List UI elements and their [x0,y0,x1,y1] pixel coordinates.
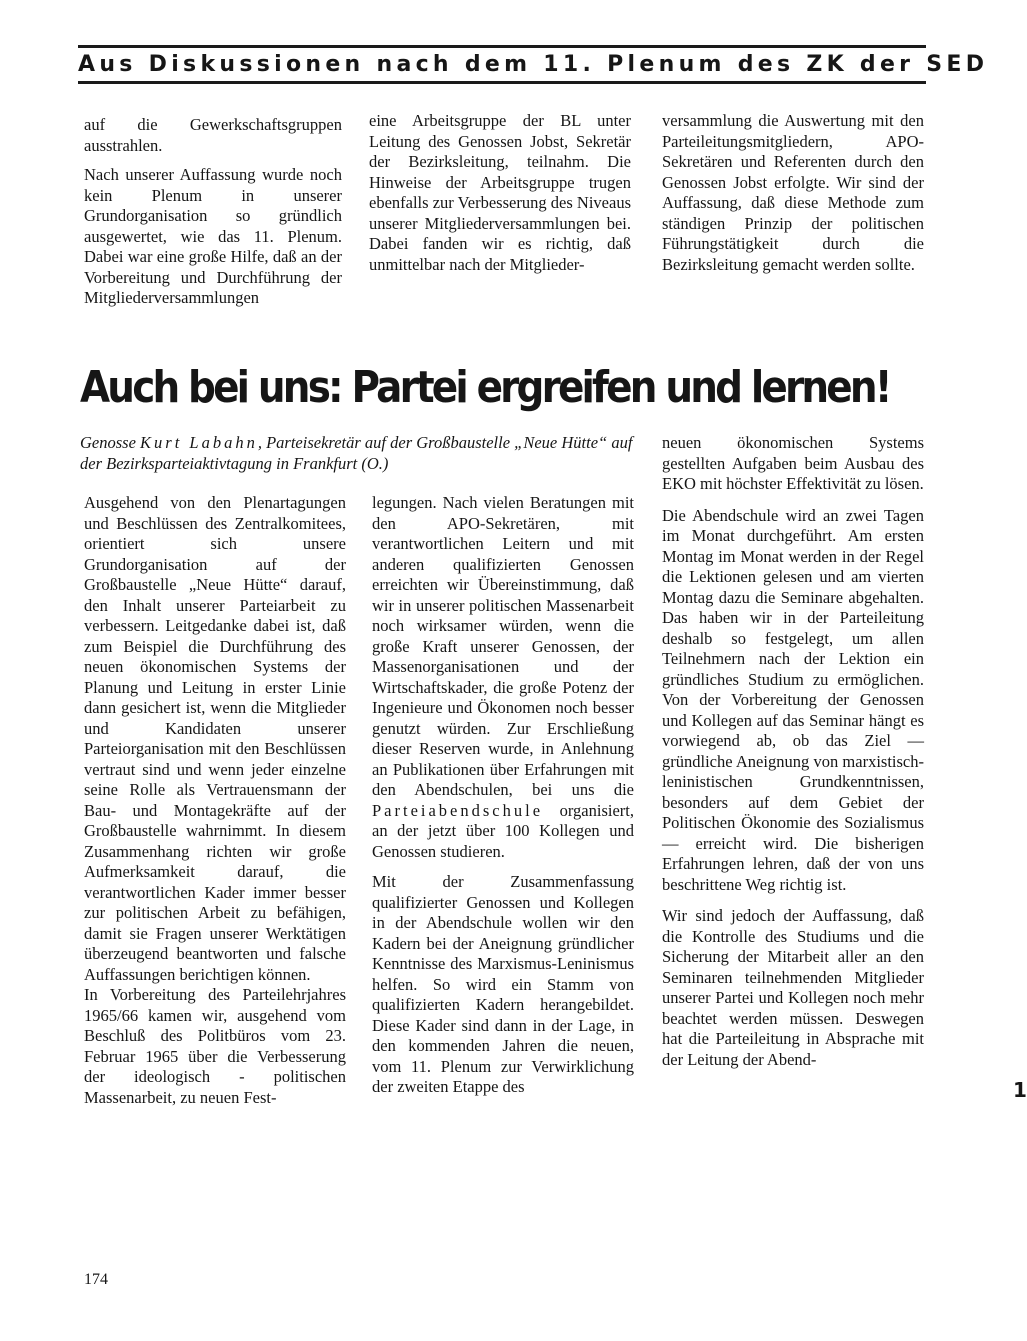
paragraph: versammlung die Auswertung mit den Parteileitungsmitgliedern, APO-Sekretären und Referenten durch den Genossen Jobst erfolgte. Wir sind der Auffassung, daß diese Methode zum ständigen Prinzip der politischen Führungstätigkeit durch die Bezirksleitung gemacht werden sollte. [662,111,924,274]
paragraph [372,493,634,862]
edge-mark: 1 [1013,1078,1027,1102]
article-column-2 [372,493,634,1107]
top-column-1 [84,115,342,318]
paragraph: Mit der Zusammenfassung qualifizierter Genossen und Kollegen in der Abendschule wollen wir den Kadern bei der Aneignung gründlicher Kenntnisse des Marxismus-Leninismus helfen. So wird ein Stamm von qualifizierten Kadern herangebildet. Diese Kader sind dann in der Lage, in den kommenden Jahren die neuen, vom 11. Plenum zur Verwirklichung der zweiten Etappe des [372,872,634,1096]
top-column-2 [369,111,631,284]
running-header [78,45,989,84]
page-number: 174 [84,1271,108,1288]
paragraph: Nach unserer Auffassung wurde noch kein Plenum in unserer Grundorganisation so gründlich ausgewertet, wie das 11. Plenum. Dabei war eine große Hilfe, daß an der Vorbereitung und Durchführung der Mitgliederversammlungen [84,165,342,307]
paragraph: auf die Gewerkschaftsgruppen ausstrahlen. [84,115,342,155]
top-column-3 [662,111,924,284]
paragraph: Wir sind jedoch der Auffassung, daß die Kontrolle des Studiums und die Sicherung der Mitarbeit aller an den Seminaren teilnehmenden Mitglieder unserer Partei und Kollegen noch mehr beachtet werden müssen. Deswegen hat die Parteileitung in Absprache mit der Leitung der Abend- [662,906,924,1069]
paragraph-text: organisiert, an der jetzt über 100 Kollegen und Genossen studieren. [372,800,634,861]
paragraph-text: legungen. Nach vielen Beratungen mit den APO-Sekretären, mit verantwortlichen Leitern und mit anderen qualifizierten Genossen erreichten wir Übereinstimmung, daß wir in unserer politischen Massenarbeit noch wirksamer würden, wenn die große Kraft unserer Genossen, der Massenorganisationen und der Wirtschaftskader, die große Potenz der Ingenieure und Ökonomen noch besser genutzt würden. Zur Erschließung dieser Reserven wurde, in Anlehnung an Publikationen über Erfahrungen mit den Abendschulen, bei uns die [372,493,634,799]
author-name: Kurt Labahn [140,433,258,452]
subtitle-prefix: Genosse [80,433,136,452]
article-column-1 [84,493,346,1117]
article-column-3 [662,433,924,1079]
article-subtitle [80,433,652,474]
article-headline: Auch bei uns: Partei ergreifen und lernen! [80,362,890,413]
emphasized-term: Parteiabendschule [372,800,544,820]
paragraph: Die Abendschule wird an zwei Tagen im Monat durchgeführt. Am ersten Montag im Monat werden in der Regel die Lektionen gelesen und am vierten Montag dazu die Seminare abgehalten. Das haben wir in der Parteileitung deshalb so festgelegt, um allen Teilnehmern nach der Lektion ein gründliches Studium zu ermöglichen. Von der Vorbereitung der Genossen und Kollegen auf das Seminar hängt es vorwiegend ab, ob das Ziel — gründliche Aneignung von marxistisch-leninistischen Grundkenntnissen, besonders auf dem Gebiet der Politischen Ökonomie des Sozialismus — erreicht wird. Die bisherigen Erfahrungen lehren, daß der von uns beschrittene Weg richtig ist. [662,505,924,894]
paragraph: In Vorbereitung des Parteilehrjahres 1965/66 kamen wir, ausgehend vom Beschluß des Politbüros vom 23. Februar 1965 über die Verbesserung der ideologisch - politischen Massenarbeit, zu neuen Fest- [84,985,346,1107]
paragraph: eine Arbeitsgruppe der BL unter Leitung des Genossen Jobst, Sekretär der Bezirksleitung, teilnahm. Die Hinweise der Arbeitsgruppe trugen ebenfalls zur Verbesserung des Niveaus unserer Mitgliederversammlungen bei. Dabei fanden wir es richtig, daß unmittelbar nach der Mitglieder- [369,111,631,274]
paragraph: Ausgehend von den Plenartagungen und Beschlüssen des Zentralkomitees, orientiert sich unsere Grundorganisation auf der Großbaustelle „Neue Hütte“ darauf, den Inhalt unserer Parteiarbeit zu verbessern. Leitgedanke dabei ist, daß zum Beispiel die Durchführung des neuen ökonomischen Systems der Planung und Leitung in erster Linie dann gesichert ist, wenn die Mitglieder und Kandidaten unserer Parteiorganisation mit den Beschlüssen vertraut sind und wenn jeder einzelne seine Rolle als Vertrauensmann der Bau- und Montagekräfte auf der Großbaustelle wahrnimmt. In diesem Zusammenhang richten wir große Aufmerksamkeit darauf, die verantwortlichen Kader immer besser zur politischen Arbeit zu befähigen, damit sie Fragen unserer Werktätigen überzeugend beantworten und falsche Auffassungen berichtigen können. [84,493,346,984]
paragraph: neuen ökonomischen Systems gestellten Aufgaben beim Ausbau des EKO mit höchster Effektivität zu lösen. [662,433,924,493]
header-title: Aus Diskussionen nach dem 11. Plenum des ZK der SED [78,52,989,77]
subtitle-text: , Parteisekretär auf der Großbaustelle „Neue Hütte“ auf der Bezirksparteiaktivtagung in Frankfurt (O.) [80,433,633,473]
